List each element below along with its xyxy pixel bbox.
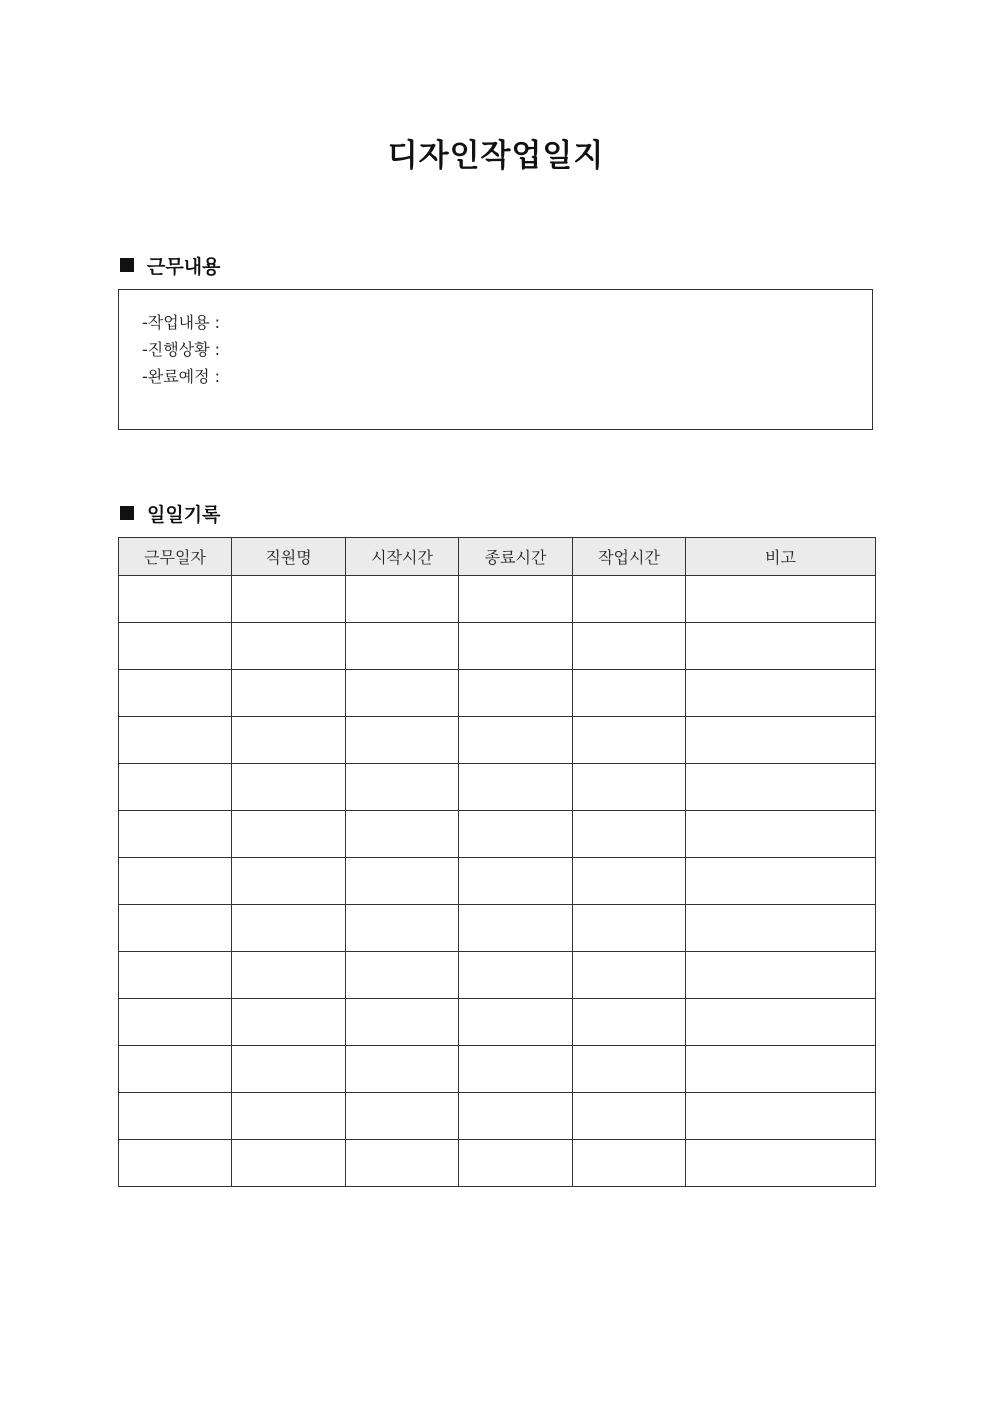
employee-name-cell[interactable] — [232, 717, 346, 764]
table-row — [119, 1140, 876, 1187]
end-time-cell[interactable] — [459, 623, 573, 670]
table-row — [119, 905, 876, 952]
work-hours-cell[interactable] — [573, 952, 686, 999]
work-hours-cell[interactable] — [573, 1140, 686, 1187]
work-date-cell[interactable] — [119, 999, 232, 1046]
remarks-cell[interactable] — [686, 670, 876, 717]
table-row — [119, 623, 876, 670]
work-date-cell[interactable] — [119, 952, 232, 999]
square-bullet-icon — [120, 258, 134, 272]
remarks-cell[interactable] — [686, 999, 876, 1046]
work-hours-cell[interactable] — [573, 576, 686, 623]
table-row — [119, 576, 876, 623]
section-heading-work — [118, 253, 220, 277]
end-time-cell[interactable] — [459, 1046, 573, 1093]
employee-name-cell[interactable] — [232, 764, 346, 811]
table-row — [119, 1046, 876, 1093]
work-date-cell[interactable] — [119, 858, 232, 905]
work-date-cell[interactable] — [119, 1093, 232, 1140]
work-date-cell[interactable] — [119, 670, 232, 717]
start-time-cell[interactable] — [346, 1093, 459, 1140]
document-title: 디자인작업일지 — [387, 138, 605, 174]
table-body — [119, 576, 876, 1187]
remarks-cell[interactable] — [686, 1093, 876, 1140]
end-time-cell[interactable] — [459, 1140, 573, 1187]
start-time-cell[interactable] — [346, 670, 459, 717]
start-time-cell[interactable] — [346, 1140, 459, 1187]
start-time-cell[interactable] — [346, 858, 459, 905]
table-row — [119, 811, 876, 858]
section-heading-work-label: 근무내용 — [147, 255, 221, 278]
remarks-cell[interactable] — [686, 952, 876, 999]
work-hours-cell[interactable] — [573, 764, 686, 811]
end-time-cell[interactable] — [459, 576, 573, 623]
employee-name-cell[interactable] — [232, 905, 346, 952]
remarks-cell[interactable] — [686, 811, 876, 858]
column-header-start-time: 시작시간 — [346, 538, 459, 576]
work-line-completion: -완료예정 : — [142, 367, 221, 386]
table-header-row — [119, 538, 876, 576]
work-date-cell[interactable] — [119, 764, 232, 811]
table-row — [119, 858, 876, 905]
start-time-cell[interactable] — [346, 999, 459, 1046]
end-time-cell[interactable] — [459, 764, 573, 811]
start-time-cell[interactable] — [346, 952, 459, 999]
end-time-cell[interactable] — [459, 670, 573, 717]
employee-name-cell[interactable] — [232, 1046, 346, 1093]
work-date-cell[interactable] — [119, 717, 232, 764]
start-time-cell[interactable] — [346, 905, 459, 952]
employee-name-cell[interactable] — [232, 858, 346, 905]
work-hours-cell[interactable] — [573, 623, 686, 670]
work-date-cell[interactable] — [119, 811, 232, 858]
work-hours-cell[interactable] — [573, 905, 686, 952]
work-hours-cell[interactable] — [573, 670, 686, 717]
start-time-cell[interactable] — [346, 717, 459, 764]
table-row — [119, 764, 876, 811]
end-time-cell[interactable] — [459, 905, 573, 952]
remarks-cell[interactable] — [686, 576, 876, 623]
work-hours-cell[interactable] — [573, 717, 686, 764]
employee-name-cell[interactable] — [232, 1093, 346, 1140]
work-line-task: -작업내용 : — [142, 313, 221, 332]
remarks-cell[interactable] — [686, 1046, 876, 1093]
work-date-cell[interactable] — [119, 905, 232, 952]
employee-name-cell[interactable] — [232, 1140, 346, 1187]
work-content-box[interactable] — [118, 289, 873, 430]
work-hours-cell[interactable] — [573, 999, 686, 1046]
employee-name-cell[interactable] — [232, 999, 346, 1046]
remarks-cell[interactable] — [686, 717, 876, 764]
work-hours-cell[interactable] — [573, 811, 686, 858]
work-hours-cell[interactable] — [573, 1093, 686, 1140]
work-hours-cell[interactable] — [573, 1046, 686, 1093]
start-time-cell[interactable] — [346, 764, 459, 811]
end-time-cell[interactable] — [459, 717, 573, 764]
column-header-work-date: 근무일자 — [119, 538, 232, 576]
column-header-work-hours: 작업시간 — [573, 538, 686, 576]
work-hours-cell[interactable] — [573, 858, 686, 905]
end-time-cell[interactable] — [459, 811, 573, 858]
table-row — [119, 717, 876, 764]
table-row — [119, 670, 876, 717]
table-row — [119, 1093, 876, 1140]
column-header-end-time: 종료시간 — [459, 538, 573, 576]
work-date-cell[interactable] — [119, 1140, 232, 1187]
end-time-cell[interactable] — [459, 952, 573, 999]
table-row — [119, 952, 876, 999]
end-time-cell[interactable] — [459, 999, 573, 1046]
remarks-cell[interactable] — [686, 1140, 876, 1187]
section-heading-daily-label: 일일기록 — [147, 503, 221, 526]
remarks-cell[interactable] — [686, 764, 876, 811]
start-time-cell[interactable] — [346, 811, 459, 858]
work-date-cell[interactable] — [119, 576, 232, 623]
employee-name-cell[interactable] — [232, 623, 346, 670]
start-time-cell[interactable] — [346, 1046, 459, 1093]
end-time-cell[interactable] — [459, 858, 573, 905]
remarks-cell[interactable] — [686, 905, 876, 952]
remarks-cell[interactable] — [686, 623, 876, 670]
remarks-cell[interactable] — [686, 858, 876, 905]
end-time-cell[interactable] — [459, 1093, 573, 1140]
work-line-progress: -진행상황 : — [142, 340, 221, 359]
start-time-cell[interactable] — [346, 576, 459, 623]
employee-name-cell[interactable] — [232, 952, 346, 999]
column-header-remarks: 비고 — [686, 538, 876, 576]
work-date-cell[interactable] — [119, 623, 232, 670]
employee-name-cell[interactable] — [232, 670, 346, 717]
column-header-employee-name: 직원명 — [232, 538, 346, 576]
employee-name-cell[interactable] — [232, 811, 346, 858]
daily-log-table — [118, 537, 876, 1187]
section-heading-daily — [118, 501, 220, 525]
start-time-cell[interactable] — [346, 623, 459, 670]
employee-name-cell[interactable] — [232, 576, 346, 623]
table-row — [119, 999, 876, 1046]
square-bullet-icon — [120, 506, 134, 520]
work-date-cell[interactable] — [119, 1046, 232, 1093]
